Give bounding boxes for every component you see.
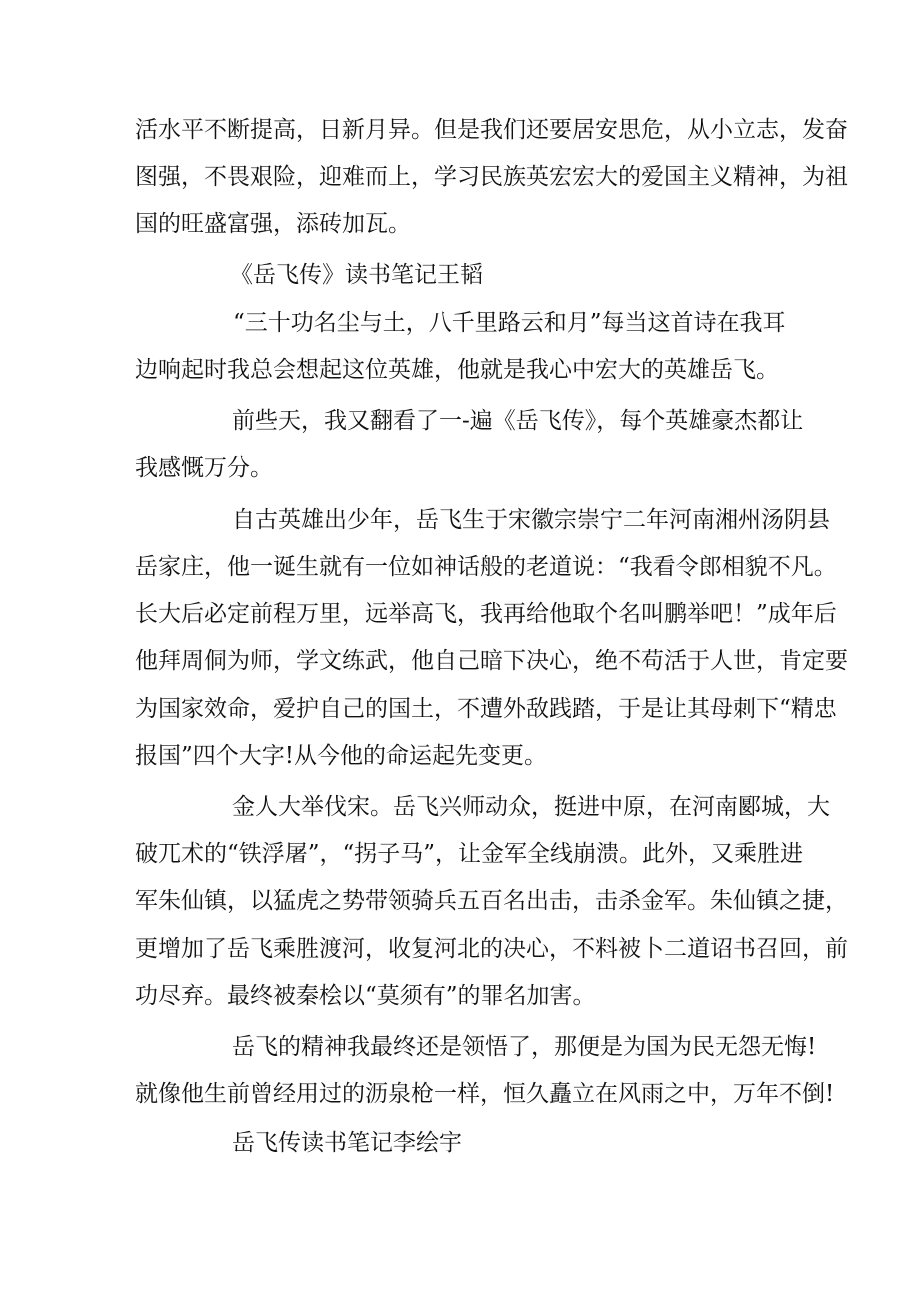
text-line-13: 为国家效命，爱护自己的国土，不遭外敌践踏，于是让其母刺下“精忠 [135,696,837,722]
text-line-3: 国的旺盛富强，添砖加瓦。 [135,211,411,237]
text-line-6: 边响起时我总会想起这位英雄，他就是我心中宏大的英雄岳飞。 [135,357,779,383]
text-line-1: 活水平不断提高，日新月异。但是我们还要居安思危，从小立志，发奋 [135,117,848,143]
text-line-10: 岳家庄，他一诞生就有一位如神话般的老道说：“我看令郎相貌不凡。 [135,554,837,580]
text-line-16: 破兀术的“铁浮屠”，“拐子马”，让金军全线崩溃。此外，又乘胜进 [135,841,804,867]
text-line-14: 报国”四个大字!从今他的命运起先变更。 [135,743,548,769]
text-line-5: “三十功名尘与土，八千里路云和月”每当这首诗在我耳 [233,310,786,336]
text-line-7: 前些天，我又翻看了一-遍《岳飞传》，每个英雄豪杰都让 [232,408,804,434]
text-line-19: 功尽弃。最终被秦桧以“莫须有”的罪名加害。 [135,983,596,1009]
text-line-20: 岳飞的精神我最终还是领悟了，那便是为国为民无怨无悔! [232,1034,817,1060]
text-line-21: 就像他生前曾经用过的沥泉枪一样，恒久矗立在风雨之中，万年不倒! [135,1081,835,1107]
section-heading-li-huiyu: 岳飞传读书笔记李绘宇 [232,1130,462,1156]
text-line-9: 自古英雄出少年，岳飞生于宋徽宗崇宁二年河南湘州汤阴县 [232,507,830,533]
text-line-2: 图强，不畏艰险，迎难而上，学习民族英宏宏大的爱国主义精神，为祖 [135,164,848,190]
text-line-12: 他拜周侗为师，学文练武，他自己暗下决心，绝不苟活于人世，肯定要 [135,648,848,674]
text-line-18: 更增加了岳飞乘胜渡河，收复河北的决心，不料被卜二道诏书召回，前 [135,936,848,962]
text-line-8: 我感慨万分。 [135,455,273,481]
text-line-15: 金人大举伐宋。岳飞兴师动众，挺进中原，在河南郾城，大 [232,794,830,820]
section-heading-wang-tao: 《岳飞传》读书笔记王韬 [230,262,483,288]
text-line-11: 长大后必定前程万里，远举高飞，我再给他取个名叫鹏举吧！”成年后 [135,601,837,627]
text-line-17: 军朱仙镇，以猛虎之势带领骑兵五百名出击，击杀金军。朱仙镇之捷， [135,888,848,914]
